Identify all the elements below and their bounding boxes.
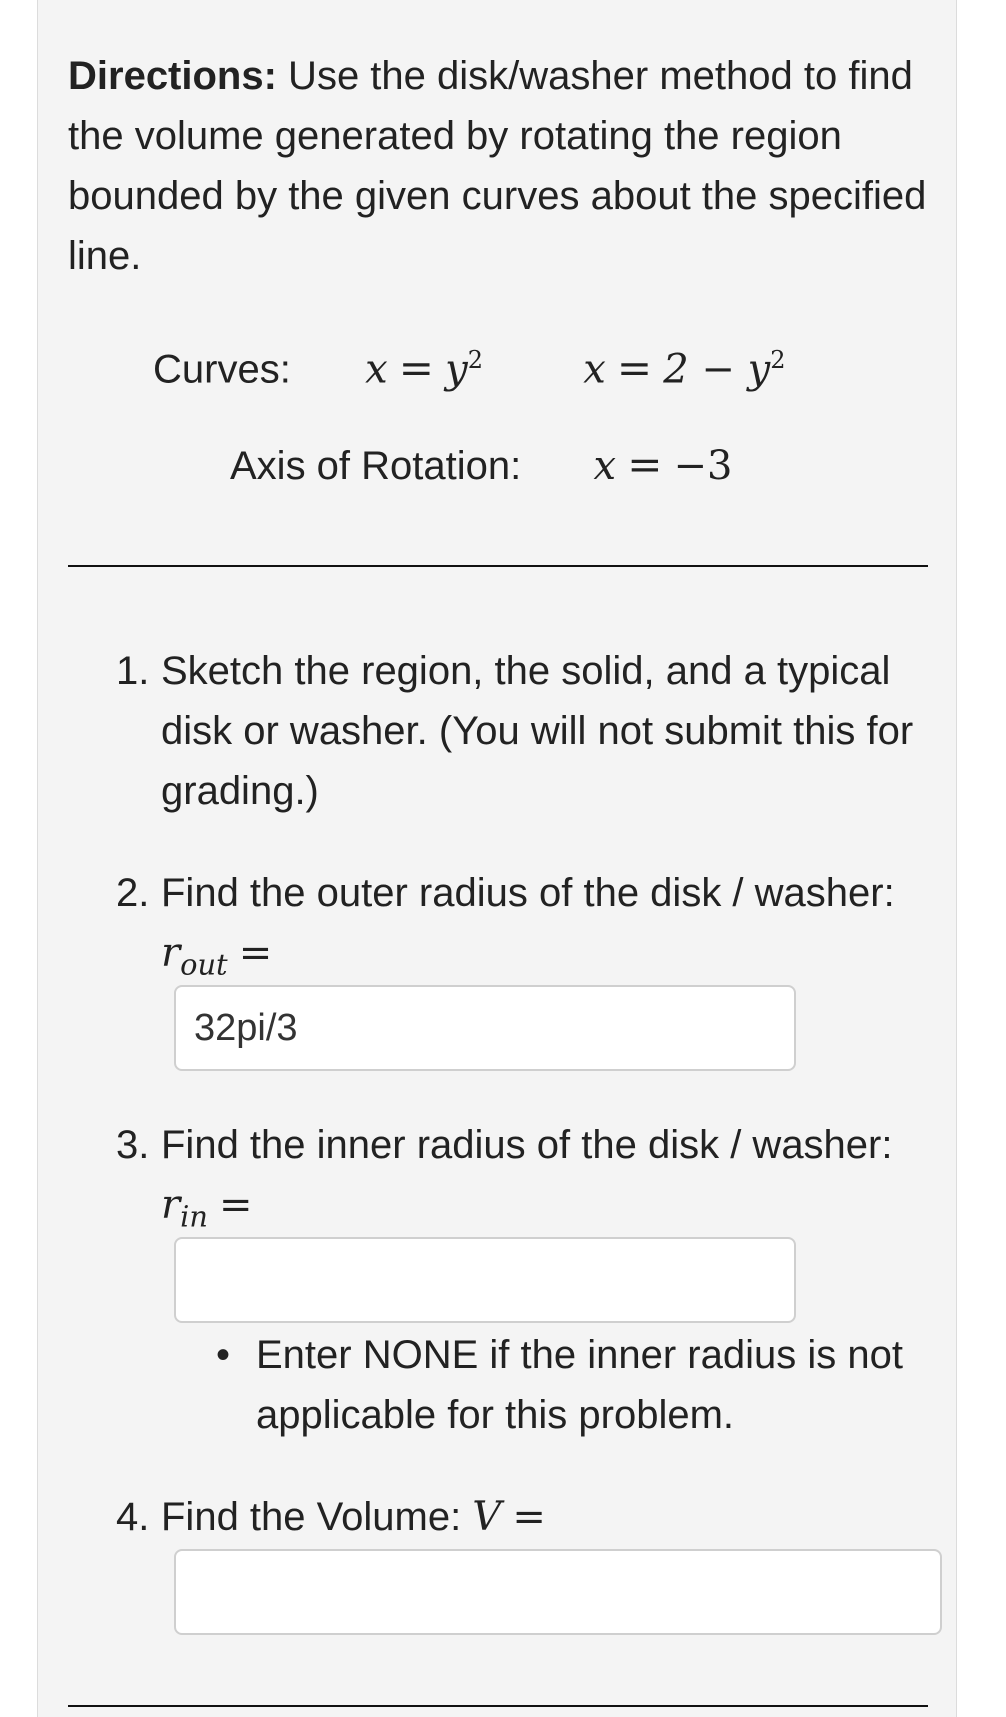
curve1-rhs: y bbox=[445, 346, 468, 393]
question-1-text: Sketch the region, the solid, and a typical disk or washer. (You will not submit this for grading.) bbox=[161, 649, 914, 813]
curve2-rhs: 2 − y bbox=[663, 346, 771, 393]
bullet-icon: • bbox=[216, 1333, 231, 1377]
curve2-exponent: 2 bbox=[770, 346, 786, 374]
section-divider bbox=[68, 565, 928, 567]
curves-label: Curves: bbox=[153, 347, 291, 392]
question-2 bbox=[116, 863, 936, 995]
curve2-lhs: x bbox=[583, 346, 606, 393]
question-3-body bbox=[161, 1115, 936, 1247]
question-3-equals: = bbox=[219, 1182, 253, 1228]
question-1-number: 1. bbox=[116, 649, 150, 693]
question-2-symbol: r bbox=[161, 930, 181, 976]
axis-row bbox=[230, 440, 732, 491]
curve1-equals: = bbox=[398, 343, 434, 393]
question-4-text: Find the Volume: bbox=[161, 1495, 473, 1539]
question-3 bbox=[116, 1115, 936, 1247]
volume-input[interactable] bbox=[174, 1549, 942, 1635]
question-2-body bbox=[161, 863, 936, 995]
inner-radius-note-text: Enter NONE if the inner radius is not applicable for this problem. bbox=[256, 1333, 903, 1437]
question-1 bbox=[116, 641, 936, 821]
outer-radius-input[interactable]: 32pi/3 bbox=[174, 985, 796, 1071]
question-2-number: 2. bbox=[116, 871, 150, 915]
question-4-equals: = bbox=[512, 1494, 546, 1540]
inner-radius-input[interactable] bbox=[174, 1237, 796, 1323]
axis-lhs: x bbox=[593, 443, 617, 489]
axis-label: Axis of Rotation: bbox=[230, 444, 522, 488]
directions-text: Use the disk/washer method to find the volume generated by rotating the region bounded by the given curves about the specified line. bbox=[68, 54, 927, 278]
axis-rhs: −3 bbox=[673, 443, 733, 489]
question-4-body bbox=[161, 1487, 936, 1547]
axis-equals: = bbox=[627, 440, 663, 489]
question-2-subscript: out bbox=[180, 947, 228, 982]
question-4 bbox=[116, 1487, 936, 1547]
curve2-equals: = bbox=[616, 343, 653, 393]
curves-row bbox=[153, 335, 786, 394]
directions-label: Directions: bbox=[68, 54, 277, 98]
question-2-equals: = bbox=[238, 930, 273, 976]
question-3-number: 3. bbox=[116, 1123, 150, 1167]
inner-radius-note bbox=[216, 1325, 966, 1445]
curve1-exponent: 2 bbox=[467, 346, 483, 374]
question-3-text: Find the inner radius of the disk / washer: bbox=[161, 1123, 893, 1167]
question-3-symbol: r bbox=[161, 1182, 181, 1228]
question-2-text: Find the outer radius of the disk / washer: bbox=[161, 871, 895, 915]
question-4-symbol: V bbox=[472, 1494, 502, 1540]
bottom-divider bbox=[68, 1705, 928, 1707]
question-4-number: 4. bbox=[116, 1495, 150, 1539]
curve1-lhs: x bbox=[365, 346, 388, 393]
question-3-subscript: in bbox=[180, 1199, 208, 1234]
directions-paragraph bbox=[68, 46, 928, 286]
question-panel bbox=[37, 0, 957, 1717]
